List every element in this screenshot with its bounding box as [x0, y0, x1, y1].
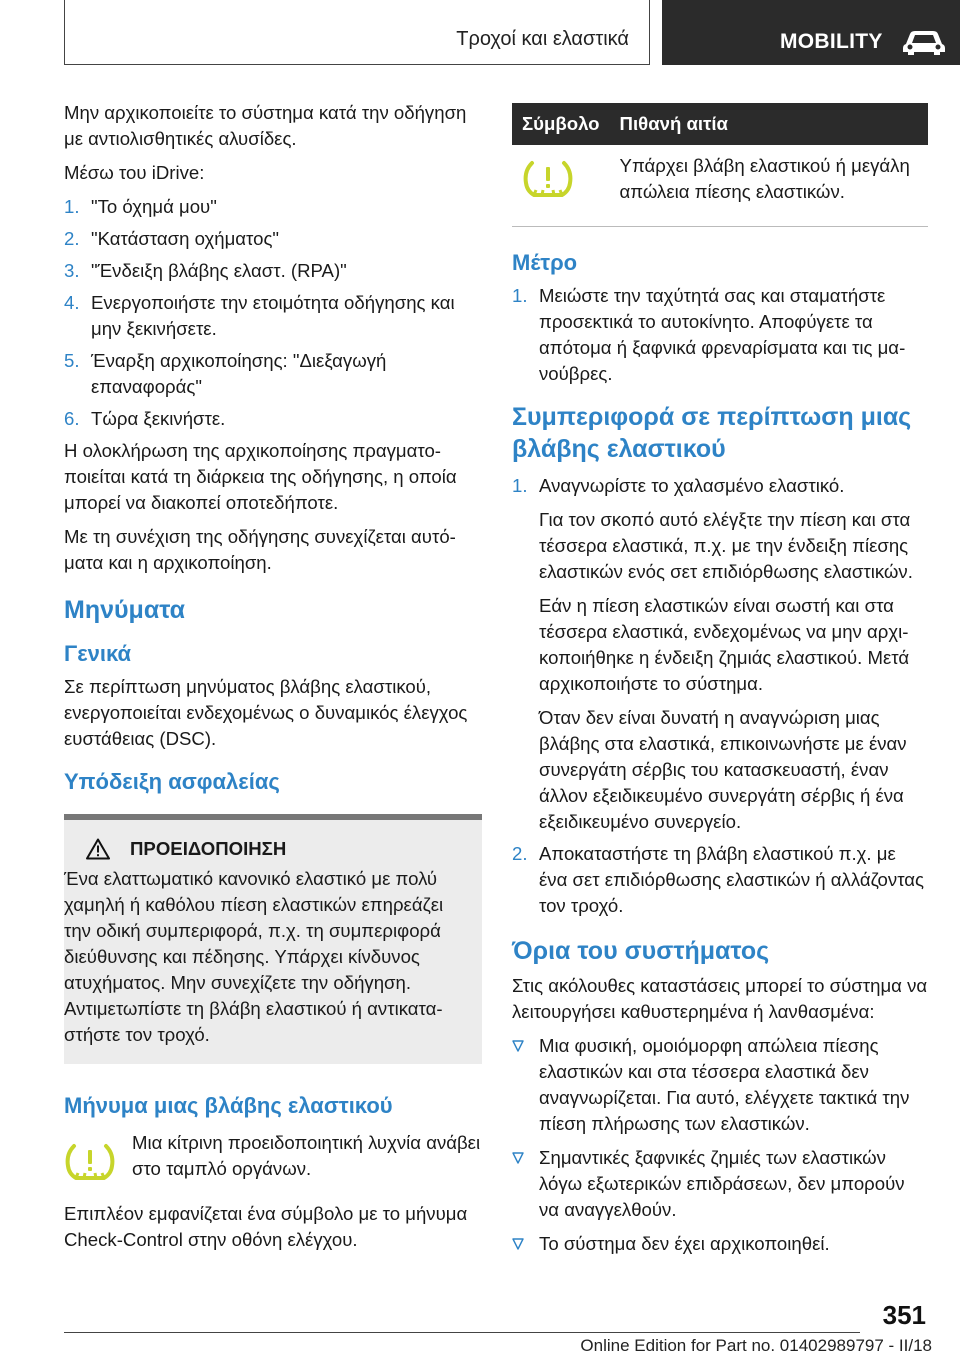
- list-triangle-icon: [512, 1040, 524, 1052]
- tire-pressure-lamp-icon: [522, 159, 574, 199]
- list-item: 5. Έναρξη αρχικοποίησης: "Διεξαγωγή επαναφοράς": [64, 350, 387, 397]
- table-cell-cause: Υπάρχει βλάβη ελαστικού ή μεγάλη απώλεια πίεσης ελαστικών.: [610, 145, 928, 227]
- limits-list: [512, 1033, 928, 1257]
- header-chapter-title: MOBILITY: [780, 30, 883, 53]
- footer-divider: [64, 1332, 860, 1333]
- right-column: [512, 103, 928, 1265]
- car-icon: [902, 28, 946, 62]
- list-item: 4. Ενεργοποιήστε την ετοιμότητα οδήγησης και μην ξεκινήσετε.: [64, 292, 455, 339]
- check-control-text: Επιπλέον εμφανίζεται ένα σύμβολο με το μήνυμα Check-Control στην οθόνη ελέγχου.: [64, 1203, 468, 1250]
- header-section-title: Τροχοί και ελαστικά: [456, 28, 629, 50]
- sub-paragraph: Εάν η πίεση ελαστικών είναι σωστή και στα τέσσερα ελαστικά, ενδεχομένως να μην αρχικοποιήθηκε η ένδειξη ζημιάς ελαστικού. Μετά αρχικοποιήστε το σύστημα.: [539, 595, 910, 694]
- list-item: 1. Αναγνωρίστε το χαλασμένο ελαστικό. Για τον σκοπό αυτό ελέγξτε την πίεση και στα τέσσερα ελαστικά, π.χ. με την ένδειξη πίεσης ελαστικών ενός σετ επιδιόρθωσης ελαστικών. Εάν η πίεση ελαστικών είναι σωστή και στα τέσσερα ελαστικά, ενδεχομένως να μην αρχικοποιήθηκε η ένδειξη ζημιάς ελαστικού. Μετά αρχικοποιήστε το σύστημα. Όταν δεν είναι δυνατή η αναγνώριση μιας βλάβης στα ελαστικά, επικοινωνήστε με έναν συνεργάτη σέρβις του κατασκευαστή, έναν άλλον εξειδικευμένο συνεργάτη σέρβις ή ένα εξειδικευμένο συνεργείο.: [512, 473, 928, 835]
- list-triangle-icon: [512, 1238, 524, 1250]
- sub-paragraph: Για τον σκοπό αυτό ελέγξτε την πίεση και στα τέσσερα ελαστικά, π.χ. με την ένδειξη πίεσης ελαστικών ενός σετ επιδιόρθωσης ελαστικών.: [539, 509, 913, 582]
- heading-general: Γενικά: [64, 641, 132, 666]
- completion-text: Η ολοκλήρωση της αρχικοποίησης πραγματοποιείται κατά τη διάρκεια της οδήγησης, η οποία μπορεί να διακοπεί οποτεδήποτε.: [64, 440, 457, 513]
- warning-triangle-icon: [86, 838, 110, 860]
- list-item: 2. "Κατάσταση οχήματος": [64, 228, 280, 249]
- warning-box: [64, 814, 482, 1064]
- list-item: 1. "Το όχημά μου": [64, 196, 217, 217]
- heading-safety-note: Υπόδειξη ασφαλείας: [64, 769, 280, 794]
- intro-text: Μην αρχικοποιείτε το σύστημα κατά την οδήγηση με αντιολισθητικές αλυσίδες.: [64, 102, 467, 149]
- left-column: [64, 100, 482, 1261]
- tire-pressure-lamp-icon: [64, 1130, 132, 1189]
- table-cell-symbol: [512, 145, 610, 227]
- list-item: Μια φυσική, ομοιόμορφη απώλεια πίεσης ελαστικών και στα τέσσερα ελαστικά δεν αναγνωρίζεται. Για αυτό, ελέγχετε τακτικά την πίεση πλήρωσης των ελαστικών.: [512, 1033, 928, 1137]
- heading-behavior: Συμπεριφορά σε περίπτωση μιας βλάβης ελαστικού: [512, 403, 912, 463]
- lamp-text: Μια κίτρινη προειδοποιητική λυχνία ανάβει στο ταμπλό οργάνων.: [132, 1132, 481, 1179]
- table-header-row: [512, 103, 928, 145]
- page-number: 351: [882, 1300, 926, 1330]
- general-text: Σε περίπτωση μηνύματος βλάβης ελαστικού, ενεργοποιείται ενδεχομένως ο δυναμικός έλεγχος ευστάθειας (DSC).: [64, 676, 468, 749]
- idrive-text: Μέσω του iDrive:: [64, 162, 205, 183]
- heading-messages: Μηνύματα: [64, 596, 186, 624]
- list-item: 1. Μειώστε την ταχύτητά σας και σταματήστε προσεκτικά το αυτοκίνητο. Αποφύγετε τα απότομα ή ξαφνικά φρεναρίσματα και τις μανούβρες.: [512, 285, 906, 384]
- header-chapter-tab: [662, 0, 960, 65]
- header-frame: [64, 0, 650, 65]
- sub-paragraph: Όταν δεν είναι δυνατή η αναγνώριση μιας βλάβης στα ελαστικά, επικοινωνήστε με έναν συνεργάτη σέρβις του κατασκευαστή, έναν άλλον εξειδικευμένο συνεργάτη σέρβις ή ένα εξειδικευμένο συνεργείο.: [539, 707, 907, 832]
- list-item: 3. "Ένδειξη βλάβης ελαστ. (RPA)": [64, 260, 347, 281]
- list-item: Σημαντικές ξαφνικές ζημιές των ελαστικών λόγω εξωτερικών επιδράσεων, δεν μπορούν να αναγγελθούν.: [512, 1145, 928, 1223]
- footer-edition: Online Edition for Part no. 01402989797 - II/18: [580, 1336, 932, 1355]
- heading-tire-message: Μήνυμα μιας βλάβης ελαστικού: [64, 1093, 393, 1118]
- list-triangle-icon: [512, 1152, 524, 1164]
- behavior-steps-list: [512, 473, 928, 919]
- list-item: 2. Αποκαταστήστε τη βλάβη ελαστικού π.χ. με ένα σετ επιδιόρθωσης ελαστικών ή αλλάζοντας τον τροχό.: [512, 843, 924, 916]
- symbol-table: [512, 103, 928, 227]
- heading-system-limits: Όρια του συστήματος: [512, 937, 770, 965]
- table-header-cause: Πιθανή αιτία: [610, 103, 928, 145]
- measure-steps-list: [512, 283, 928, 387]
- warning-title: ΠΡΟΕΙΔΟΠΟΙΗΣΗ: [130, 838, 287, 859]
- list-item: Το σύστημα δεν έχει αρχικοποιηθεί.: [512, 1231, 928, 1257]
- table-row: [512, 145, 928, 227]
- list-item: 6. Τώρα ξεκινήστε.: [64, 408, 226, 429]
- lamp-row: [64, 1130, 482, 1189]
- limits-intro: Στις ακόλουθες καταστάσεις μπορεί το σύστημα να λειτουργήσει καθυστερημένα ή λανθασμένα:: [512, 975, 928, 1022]
- table-header-symbol: Σύμβολο: [512, 103, 610, 145]
- heading-measure: Μέτρο: [512, 250, 578, 275]
- init-steps-list: [64, 194, 482, 432]
- warning-text: Ένα ελαττωματικό κανονικό ελαστικό με πολύ χαμηλή ή καθόλου πίεση ελαστικών επηρεάζει την οδική συμπεριφορά, π.χ. τη συμπεριφορά διεύθυνσης και πέδησης. Υπάρχει κίνδυνος ατυχήματος. Μην συνεχίζετε την οδήγηση. Αντιμετωπίστε τη βλάβη ελαστικού ή αντικαταστήστε τον τροχό.: [64, 868, 444, 1045]
- continuation-text: Με τη συνέχιση της οδήγησης συνεχίζεται αυτόματα και η αρχικοποίηση.: [64, 526, 456, 573]
- warning-header: [64, 836, 468, 862]
